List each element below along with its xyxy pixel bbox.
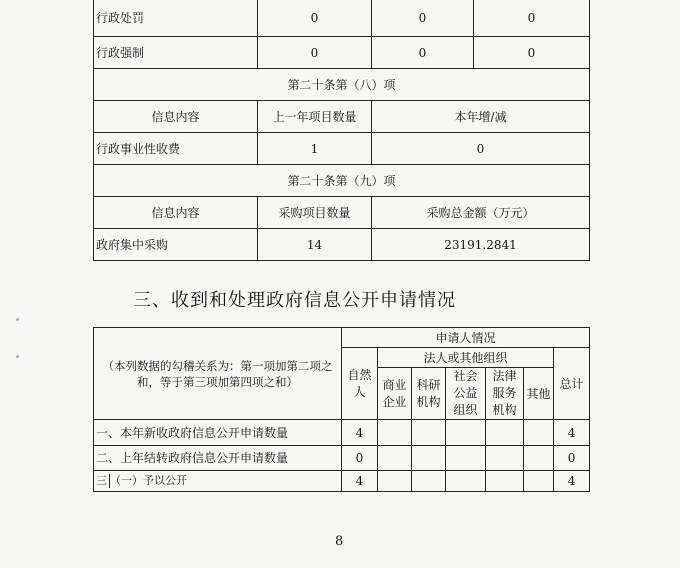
- row-label: 行政处罚: [94, 0, 258, 37]
- column-header: 信息内容: [94, 101, 258, 133]
- section-heading: 三、收到和处理政府信息公开申请情况: [133, 290, 456, 311]
- cell-value: [412, 471, 446, 492]
- cell-value: [378, 471, 412, 492]
- table-row: [94, 471, 590, 492]
- cell-value: 0: [372, 133, 590, 165]
- legal-entity-header: 法人或其他组织: [378, 348, 554, 368]
- row-label: 政府集中采购: [94, 229, 258, 261]
- scan-mark: [16, 355, 19, 358]
- table-row: [94, 420, 590, 446]
- column-header: 商业企业: [378, 368, 412, 420]
- row-label: 一、本年新收政府信息公开申请数量: [94, 420, 342, 446]
- cell-value: [524, 446, 554, 471]
- natural-person-header: 自然人: [342, 348, 378, 420]
- cell-value: 0: [258, 37, 372, 69]
- cell-value: [446, 420, 486, 446]
- cell-value: 0: [258, 0, 372, 37]
- applications-table: [93, 327, 590, 492]
- table-row: [94, 229, 590, 261]
- cell-value: 0: [474, 0, 590, 37]
- cell-value: 23191.2841: [372, 229, 590, 261]
- column-header: 上一年项目数量: [258, 101, 372, 133]
- cell-value: 4: [342, 420, 378, 446]
- column-header: 采购总金额（万元）: [372, 197, 590, 229]
- row-label: 二、上年结转政府信息公开申请数量: [94, 446, 342, 471]
- total-header: 总计: [554, 348, 590, 420]
- cell-value: 4: [342, 471, 378, 492]
- cell-value: [378, 446, 412, 471]
- cell-value: [412, 446, 446, 471]
- column-header: 信息内容: [94, 197, 258, 229]
- applicant-header: 申请人情况: [342, 328, 590, 348]
- page-number: 8: [335, 534, 344, 549]
- row-label: [94, 471, 342, 492]
- column-header: 社会公益组织: [446, 368, 486, 420]
- column-header: 本年增/减: [372, 101, 590, 133]
- cell-value: [524, 420, 554, 446]
- table-row: [94, 133, 590, 165]
- cell-value: [524, 471, 554, 492]
- header-row: [94, 328, 590, 348]
- cell-value: 0: [342, 446, 378, 471]
- column-header: 采购项目数量: [258, 197, 372, 229]
- table-row: [94, 37, 590, 69]
- row-label-text: （一）予以公开: [110, 474, 187, 487]
- column-header: 法律服务机构: [486, 368, 524, 420]
- cell-value: [378, 420, 412, 446]
- table-note: （本列数据的勾稽关系为：第一项加第二项之和，等于第三项加第四项之和）: [94, 328, 342, 420]
- header-row: [94, 101, 590, 133]
- header-row: [94, 197, 590, 229]
- cell-value: 0: [372, 0, 474, 37]
- cell-value: [486, 471, 524, 492]
- cell-value: 4: [554, 471, 590, 492]
- cell-value: [446, 471, 486, 492]
- cell-value: 14: [258, 229, 372, 261]
- cell-value: [446, 446, 486, 471]
- section-title: 第二十条第（八）项: [94, 69, 590, 101]
- section-title-row: [94, 69, 590, 101]
- cell-value: 0: [474, 37, 590, 69]
- section-title: 第二十条第（九）项: [94, 165, 590, 197]
- scan-mark: [16, 318, 19, 321]
- cell-value: 0: [554, 446, 590, 471]
- cell-value: 1: [258, 133, 372, 165]
- column-header: 其他: [524, 368, 554, 420]
- cell-value: [486, 420, 524, 446]
- table-row: [94, 0, 590, 37]
- cell-value: [412, 420, 446, 446]
- cell-value: 4: [554, 420, 590, 446]
- cell-value: 0: [372, 37, 474, 69]
- table-row: [94, 446, 590, 471]
- section-title-row: [94, 165, 590, 197]
- column-header: 科研机构: [412, 368, 446, 420]
- disclosure-stats-table: [93, 0, 590, 261]
- row-label: 行政事业性收费: [94, 133, 258, 165]
- row-label-prefix: 三: [96, 474, 110, 488]
- row-label: 行政强制: [94, 37, 258, 69]
- cell-value: [486, 446, 524, 471]
